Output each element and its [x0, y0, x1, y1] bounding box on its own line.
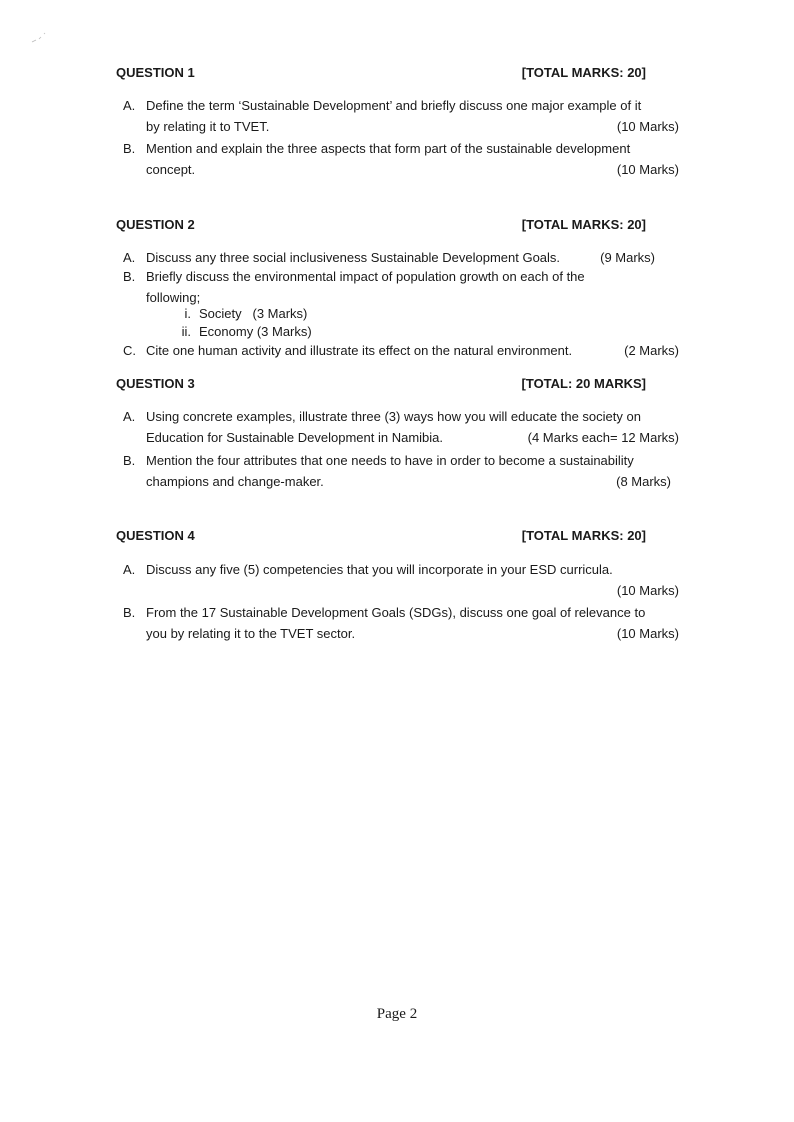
question-3-title: QUESTION 3 [116, 376, 195, 391]
question-1-header [116, 62, 646, 83]
item-text-line2: by relating it to TVET. [146, 119, 270, 134]
subitem-text: Society [199, 306, 242, 321]
item-text-line1: From the 17 Sustainable Development Goals (SDGs), discuss one goal of relevance to [146, 605, 646, 620]
item-letter: A. [123, 98, 136, 113]
question-3-item-a [123, 406, 679, 448]
item-marks: (2 Marks) [624, 343, 679, 358]
item-letter: B. [123, 453, 136, 468]
item-marks: (10 Marks) [616, 119, 679, 134]
item-text-line2: concept. [146, 162, 196, 177]
question-4-title: QUESTION 4 [116, 528, 195, 543]
item-marks: (9 Marks) [600, 250, 655, 265]
item-letter: C. [123, 343, 136, 358]
item-text-line1: Discuss any three social inclusiveness Sustainable Development Goals. [146, 250, 561, 265]
question-3-total: [TOTAL: 20 MARKS] [521, 376, 646, 391]
question-4-item-a [123, 559, 679, 601]
question-4-total: [TOTAL MARKS: 20] [521, 528, 646, 543]
item-text-line1: Mention and explain the three aspects that form part of the sustainable development [146, 141, 631, 156]
item-letter: B. [123, 141, 136, 156]
item-marks: (10 Marks) [616, 583, 679, 598]
item-letter: A. [123, 562, 136, 577]
question-2-title: QUESTION 2 [116, 217, 195, 232]
item-text-line1: Define the term ‘Sustainable Development’ and briefly discuss one major example of it [146, 98, 642, 113]
item-text-line1: Discuss any five (5) competencies that you will incorporate in your ESD curricula. [146, 562, 613, 577]
question-4-item-b [123, 602, 679, 644]
subitem-marks: (3 Marks) [252, 306, 308, 321]
question-2-item-a [123, 247, 655, 268]
scan-speck [30, 30, 48, 44]
question-3-item-b [123, 450, 679, 492]
item-text-line1: Mention the four attributes that one needs to have in order to become a sustainability [146, 453, 634, 468]
item-text-line2: champions and change-maker. [146, 474, 324, 489]
item-letter: B. [123, 269, 136, 284]
question-2-item-b [123, 266, 679, 308]
item-marks: (10 Marks) [616, 162, 679, 177]
item-text-line1: Cite one human activity and illustrate its effect on the natural environment. [146, 343, 573, 358]
item-text-line2: Education for Sustainable Development in Namibia. [146, 430, 444, 445]
question-2-total: [TOTAL MARKS: 20] [521, 217, 646, 232]
item-marks: (4 Marks each= 12 Marks) [527, 430, 679, 445]
item-text-line2: following; [146, 290, 201, 305]
item-marks: (10 Marks) [616, 626, 679, 641]
item-text-line2: you by relating it to the TVET sector. [146, 626, 356, 641]
subitem-text: Economy [199, 324, 254, 339]
subitem-number: i. [184, 306, 191, 321]
question-1-item-a [123, 95, 679, 137]
question-3-header [116, 373, 646, 394]
item-letter: A. [123, 250, 136, 265]
item-text-line1: Using concrete examples, illustrate three (3) ways how you will educate the society on [146, 409, 641, 424]
question-2-header [116, 214, 646, 235]
subitem-marks: (3 Marks) [256, 324, 312, 339]
question-4-header [116, 525, 646, 546]
question-2-item-c [123, 340, 679, 361]
item-text-line1: Briefly discuss the environmental impact of population growth on each of the [146, 269, 585, 284]
question-1-item-b [123, 138, 679, 180]
page-number: Page 2 [376, 1006, 418, 1022]
question-2-subitem-ii [160, 321, 312, 342]
question-1-total: [TOTAL MARKS: 20] [521, 65, 646, 80]
question-1-title: QUESTION 1 [116, 65, 195, 80]
subitem-number: ii. [181, 324, 191, 339]
item-letter: B. [123, 605, 136, 620]
item-marks: (8 Marks) [616, 474, 671, 489]
item-letter: A. [123, 409, 136, 424]
